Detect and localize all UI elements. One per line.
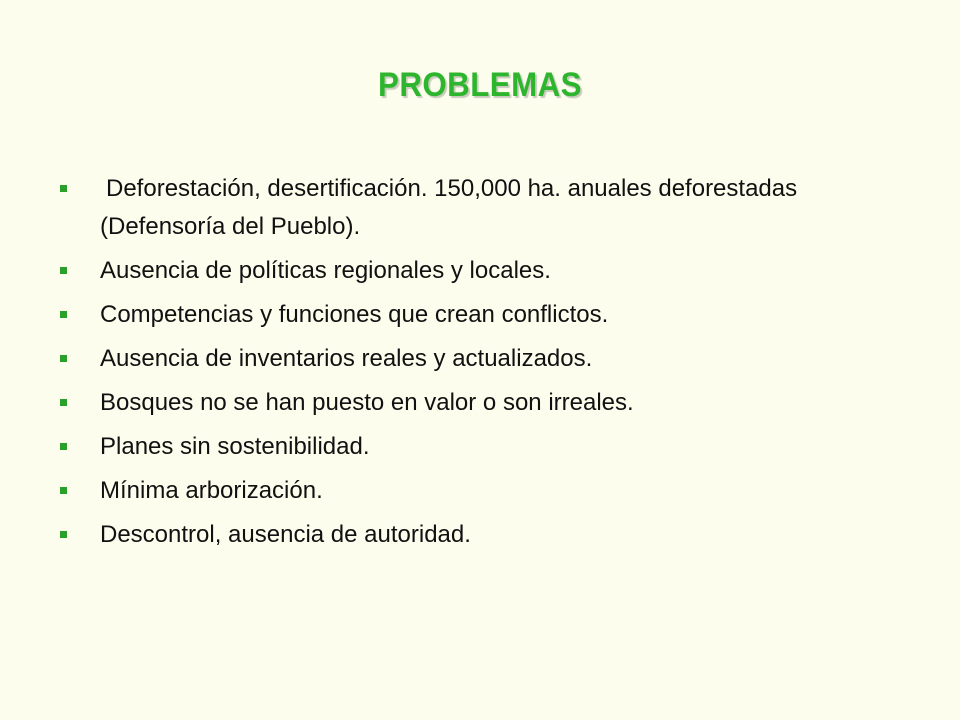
bullet-item [56,340,916,378]
bullet-text: Deforestación, desertificación. 150,000 ha. anuales deforestadas (Defensoría del Pueblo). [100,175,798,240]
square-bullet-icon [60,185,67,192]
bullet-item [56,170,916,246]
bullet-item [56,384,916,422]
bullet-item [56,296,916,334]
square-bullet-icon [60,399,67,406]
bullet-text: Mínima arborización. [100,477,323,504]
bullet-text: Descontrol, ausencia de autoridad. [100,521,471,548]
bullet-text: Competencias y funciones que crean conflictos. [100,301,609,328]
bullet-item [56,472,916,510]
square-bullet-icon [60,443,67,450]
bullet-list [56,170,916,560]
square-bullet-icon [60,531,67,538]
square-bullet-icon [60,355,67,362]
slide-title: PROBLEMAS [377,66,582,104]
bullet-text: Bosques no se han puesto en valor o son irreales. [100,389,634,416]
bullet-text: Planes sin sostenibilidad. [100,433,370,460]
square-bullet-icon [60,267,67,274]
square-bullet-icon [60,487,67,494]
bullet-text: Ausencia de inventarios reales y actualizados. [100,345,593,372]
bullet-item [56,428,916,466]
square-bullet-icon [60,311,67,318]
bullet-item [56,516,916,554]
bullet-text: Ausencia de políticas regionales y locales. [100,257,551,284]
bullet-item [56,252,916,290]
